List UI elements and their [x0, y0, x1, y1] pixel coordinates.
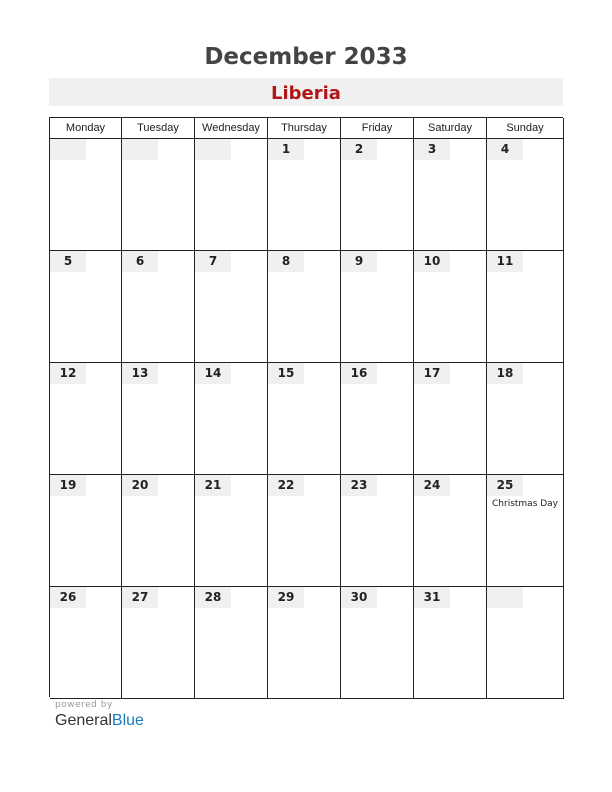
day-cell-31[interactable] — [414, 587, 487, 699]
day-cell-12[interactable] — [50, 363, 122, 475]
day-number-box — [122, 475, 158, 496]
weekday-header-wednesday: Wednesday — [195, 118, 268, 139]
day-cell-29[interactable] — [268, 587, 341, 699]
day-cell-16[interactable] — [341, 363, 414, 475]
day-cell-4[interactable] — [487, 139, 564, 251]
day-number-box — [122, 363, 158, 384]
day-number-box — [341, 475, 377, 496]
day-number-box — [268, 363, 304, 384]
day-number-box — [414, 587, 450, 608]
weekday-header-saturday: Saturday — [414, 118, 487, 139]
day-cell-19[interactable] — [50, 475, 122, 587]
day-number-box — [122, 587, 158, 608]
calendar-grid — [49, 117, 563, 697]
day-cell-15[interactable] — [268, 363, 341, 475]
day-number: 19 — [59, 478, 77, 492]
brand-general: General — [55, 712, 112, 729]
day-number-box — [414, 363, 450, 384]
day-number-box — [414, 139, 450, 160]
day-number-box — [487, 475, 523, 496]
day-cell-23[interactable] — [341, 475, 414, 587]
weekday-header-friday: Friday — [341, 118, 414, 139]
day-number: 6 — [135, 254, 145, 268]
day-number: 11 — [496, 254, 514, 268]
day-number-box — [50, 475, 86, 496]
day-cell-21[interactable] — [195, 475, 268, 587]
day-number: 30 — [350, 590, 368, 604]
day-number-box — [487, 363, 523, 384]
day-cell-9[interactable] — [341, 251, 414, 363]
footer — [55, 700, 144, 730]
day-number: 14 — [204, 366, 222, 380]
day-number-box — [268, 139, 304, 160]
weekday-header-monday: Monday — [50, 118, 122, 139]
day-number-box — [122, 139, 158, 160]
day-cell-5[interactable] — [50, 251, 122, 363]
day-number: 7 — [208, 254, 218, 268]
day-number-box — [195, 363, 231, 384]
day-number: 13 — [131, 366, 149, 380]
day-number-box — [341, 251, 377, 272]
day-number: 27 — [131, 590, 149, 604]
day-number-box — [487, 139, 523, 160]
holiday-label: Christmas Day — [492, 499, 559, 509]
powered-by-text: powered by — [55, 700, 113, 710]
empty-day-cell[interactable] — [487, 587, 564, 699]
day-number-box — [122, 251, 158, 272]
day-number-box — [341, 139, 377, 160]
country-name: Liberia — [271, 83, 341, 104]
day-number: 12 — [59, 366, 77, 380]
day-number-box — [414, 475, 450, 496]
page-title: December 2033 — [204, 44, 408, 70]
day-cell-27[interactable] — [122, 587, 195, 699]
day-cell-30[interactable] — [341, 587, 414, 699]
day-number: 25 — [496, 478, 514, 492]
day-cell-22[interactable] — [268, 475, 341, 587]
day-number: 20 — [131, 478, 149, 492]
day-number: 5 — [63, 254, 73, 268]
day-number: 3 — [427, 142, 437, 156]
day-number: 10 — [423, 254, 441, 268]
day-number: 29 — [277, 590, 295, 604]
day-number: 24 — [423, 478, 441, 492]
day-number: 4 — [500, 142, 510, 156]
day-cell-20[interactable] — [122, 475, 195, 587]
day-number-box — [341, 587, 377, 608]
empty-day-cell[interactable] — [50, 139, 122, 251]
day-cell-13[interactable] — [122, 363, 195, 475]
day-number-box — [268, 587, 304, 608]
day-number: 31 — [423, 590, 441, 604]
day-cell-25[interactable] — [487, 475, 564, 587]
day-cell-10[interactable] — [414, 251, 487, 363]
day-number: 17 — [423, 366, 441, 380]
country-banner — [49, 78, 563, 106]
day-cell-11[interactable] — [487, 251, 564, 363]
day-number-box — [195, 251, 231, 272]
day-cell-18[interactable] — [487, 363, 564, 475]
day-number-box — [50, 363, 86, 384]
day-number: 9 — [354, 254, 364, 268]
day-number-box — [195, 139, 231, 160]
day-cell-1[interactable] — [268, 139, 341, 251]
day-cell-3[interactable] — [414, 139, 487, 251]
day-number: 16 — [350, 366, 368, 380]
day-number-box — [50, 139, 86, 160]
day-number: 15 — [277, 366, 295, 380]
day-cell-2[interactable] — [341, 139, 414, 251]
day-cell-6[interactable] — [122, 251, 195, 363]
day-number: 8 — [281, 254, 291, 268]
day-cell-24[interactable] — [414, 475, 487, 587]
day-number: 18 — [496, 366, 514, 380]
day-cell-7[interactable] — [195, 251, 268, 363]
day-number-box — [341, 363, 377, 384]
empty-day-cell[interactable] — [122, 139, 195, 251]
brand-logo[interactable] — [55, 712, 144, 730]
day-number: 26 — [59, 590, 77, 604]
day-number-box — [50, 251, 86, 272]
day-cell-17[interactable] — [414, 363, 487, 475]
day-number-box — [195, 587, 231, 608]
day-number-box — [268, 251, 304, 272]
brand-blue: Blue — [111, 712, 144, 729]
day-cell-8[interactable] — [268, 251, 341, 363]
day-number: 21 — [204, 478, 222, 492]
day-number-box — [414, 251, 450, 272]
day-number-box — [195, 475, 231, 496]
day-number: 23 — [350, 478, 368, 492]
day-number-box — [487, 587, 523, 608]
empty-day-cell[interactable] — [195, 139, 268, 251]
weekday-header-thursday: Thursday — [268, 118, 341, 139]
weekday-header-tuesday: Tuesday — [122, 118, 195, 139]
day-cell-28[interactable] — [195, 587, 268, 699]
day-number: 1 — [281, 142, 291, 156]
day-number-box — [50, 587, 86, 608]
weekday-header-sunday: Sunday — [487, 118, 564, 139]
day-number: 2 — [354, 142, 364, 156]
day-number-box — [487, 251, 523, 272]
day-cell-14[interactable] — [195, 363, 268, 475]
day-number: 28 — [204, 590, 222, 604]
day-number: 22 — [277, 478, 295, 492]
day-number-box — [268, 475, 304, 496]
day-cell-26[interactable] — [50, 587, 122, 699]
